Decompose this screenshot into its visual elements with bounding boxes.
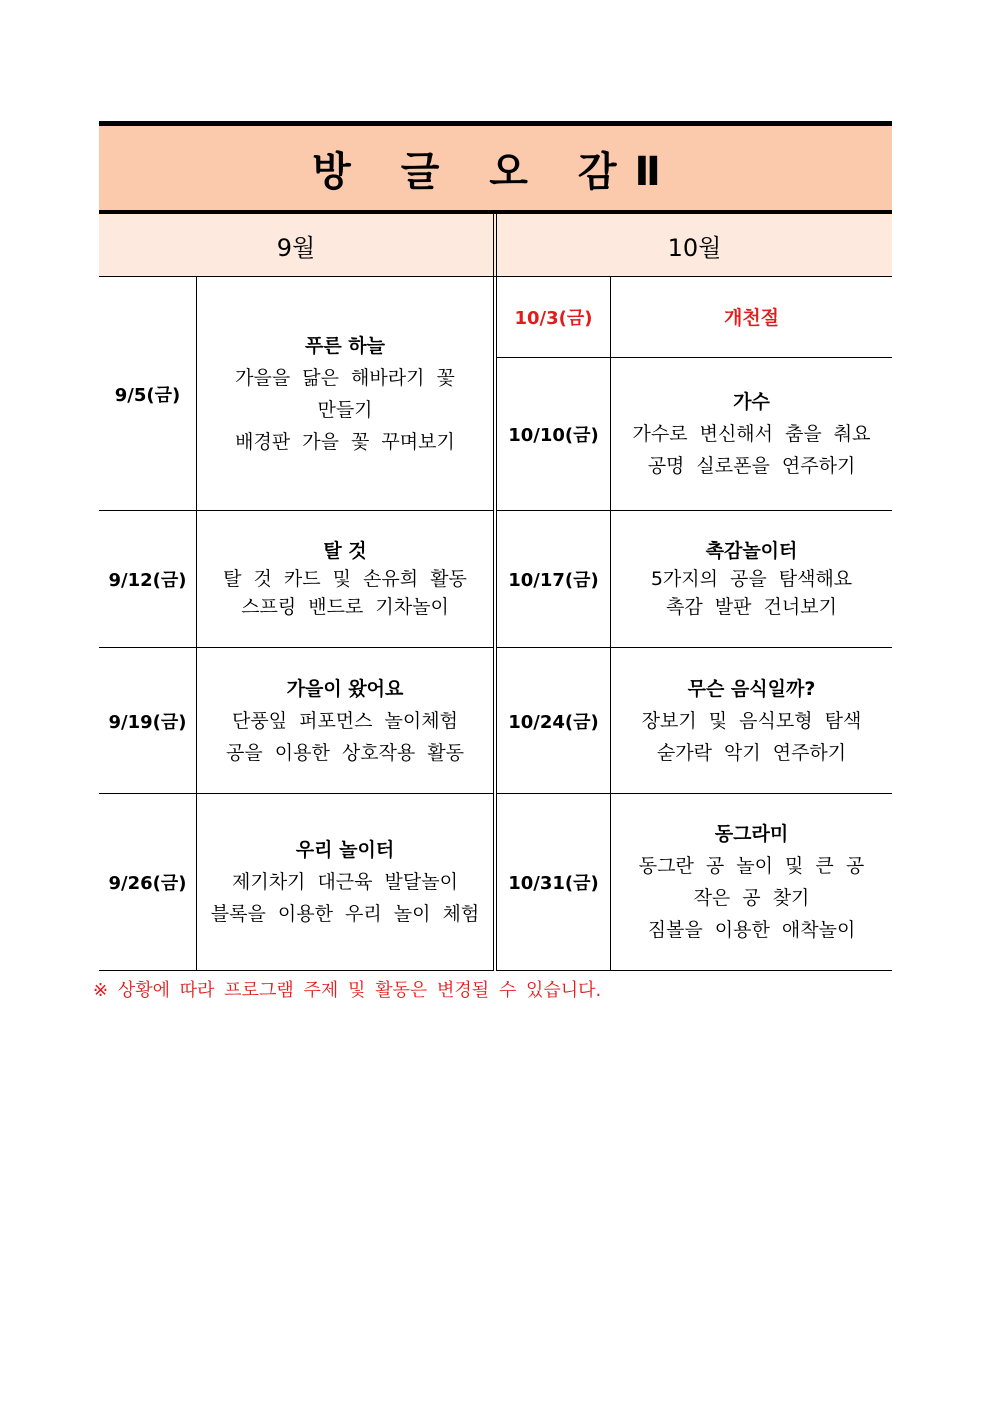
activity-cell xyxy=(611,511,892,647)
date-cell: 9/5(금) xyxy=(99,277,197,510)
activity-cell xyxy=(611,648,892,793)
activity-title: 가수 xyxy=(733,391,770,413)
table-row xyxy=(99,277,493,511)
activity-title: 탈 것 xyxy=(323,540,367,562)
activity-line: 단풍잎 퍼포먼스 놀이체험 xyxy=(232,709,458,732)
table-row xyxy=(99,648,493,794)
activity-line: 촉감 발판 건너보기 xyxy=(666,596,837,618)
activity-line: 공을 이용한 상호작용 활동 xyxy=(225,741,464,764)
activity-title: 우리 놀이터 xyxy=(295,839,395,861)
october-column xyxy=(497,277,892,971)
activity-line: 배경판 가을 꽃 꾸며보기 xyxy=(235,430,455,453)
table-row xyxy=(99,511,493,648)
activity-line: 5가지의 공을 탐색해요 xyxy=(650,568,853,590)
activity-line: 블록을 이용한 우리 놀이 체험 xyxy=(210,903,480,925)
schedule-sheet xyxy=(99,121,892,971)
activity-line: 제기차기 대근육 발달놀이 xyxy=(232,871,458,893)
date-cell: 10/31(금) xyxy=(497,794,611,970)
activity-cell xyxy=(611,358,892,510)
date-cell: 10/17(금) xyxy=(497,511,611,647)
table-row xyxy=(99,794,493,971)
date-cell: 10/24(금) xyxy=(497,648,611,793)
footnote: ※ 상황에 따라 프로그램 주제 및 활동은 변경될 수 있습니다. xyxy=(93,980,602,1001)
september-column xyxy=(99,277,493,971)
date-cell: 10/10(금) xyxy=(497,358,611,510)
activity-title: 가을이 왔어요 xyxy=(286,677,404,700)
activity-cell xyxy=(611,277,892,357)
date-cell: 9/12(금) xyxy=(99,511,197,647)
activity-title: 촉감놀이터 xyxy=(705,540,798,562)
activity-line: 스프링 밴드로 기차놀이 xyxy=(241,596,449,618)
holiday-title: 개천절 xyxy=(723,307,780,329)
table-row xyxy=(497,794,892,971)
activity-line: 만들기 xyxy=(317,398,373,421)
date-cell: 10/3(금) xyxy=(497,277,611,357)
activity-title: 무슨 음식일까? xyxy=(687,677,816,700)
month-header-row xyxy=(99,214,892,277)
schedule-grid xyxy=(99,277,892,971)
table-row xyxy=(497,511,892,648)
activity-line: 숟가락 악기 연주하기 xyxy=(656,741,847,764)
table-row xyxy=(497,277,892,358)
activity-cell xyxy=(197,648,493,793)
title-bar xyxy=(99,121,892,214)
activity-line: 가수로 변신해서 춤을 춰요 xyxy=(632,423,871,445)
activity-cell xyxy=(197,277,493,510)
activity-title: 동그라미 xyxy=(714,823,789,845)
month-october: 10월 xyxy=(667,233,722,262)
activity-line: 공명 실로폰을 연주하기 xyxy=(647,455,856,477)
activity-line: 짐볼을 이용한 애착놀이 xyxy=(647,919,856,941)
page-title: 방 글 오 감Ⅱ xyxy=(312,148,679,195)
activity-line: 동그란 공 놀이 및 큰 공 xyxy=(638,855,865,877)
activity-line: 작은 공 찾기 xyxy=(693,887,810,909)
table-row xyxy=(497,358,892,511)
activity-line: 가을을 닮은 해바라기 꽃 xyxy=(235,366,455,389)
activity-line: 탈 것 카드 및 손유희 활동 xyxy=(223,568,467,590)
date-cell: 9/26(금) xyxy=(99,794,197,970)
activity-cell xyxy=(197,511,493,647)
activity-title: 푸른 하늘 xyxy=(304,334,386,357)
table-row xyxy=(497,648,892,794)
activity-cell xyxy=(197,794,493,970)
date-cell: 9/19(금) xyxy=(99,648,197,793)
activity-cell xyxy=(611,794,892,970)
activity-line: 장보기 및 음식모형 탐색 xyxy=(641,709,862,732)
month-september: 9월 xyxy=(276,233,316,262)
